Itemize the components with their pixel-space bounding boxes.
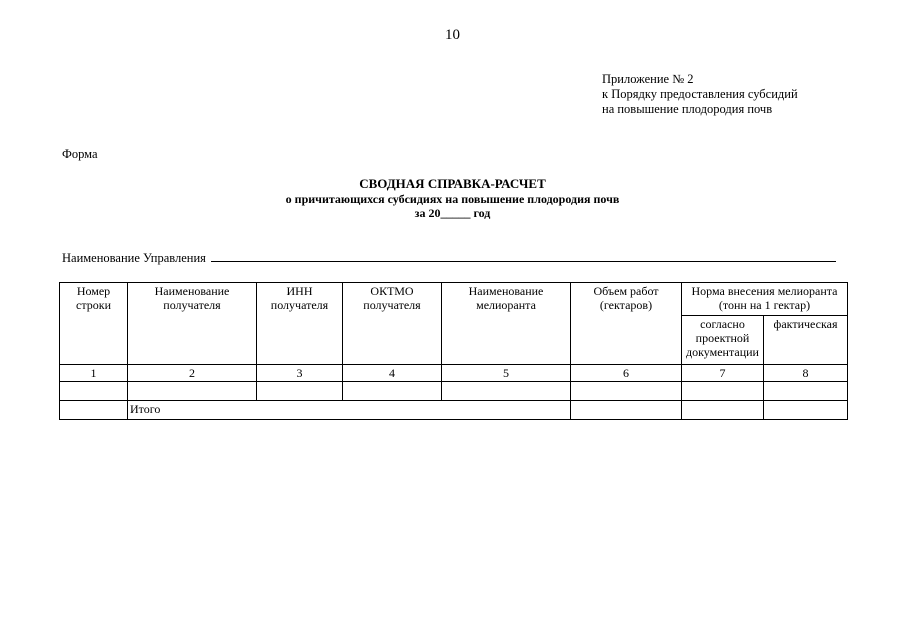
document-title: СВОДНАЯ СПРАВКА-РАСЧЕТ: [359, 176, 546, 191]
appendix-line-2: к Порядку предоставления субсидий: [602, 87, 798, 101]
table-cell: [442, 382, 571, 401]
table-cell: [571, 382, 682, 401]
document-period: за 20_____ год: [414, 206, 491, 220]
header-rate-actual: фактическая: [764, 316, 848, 365]
header-inn: ИНН получателя: [257, 283, 343, 365]
table-header-row: [60, 283, 848, 316]
table-cell: [257, 382, 343, 401]
org-name-blank: [211, 250, 836, 262]
table-cell: [60, 382, 128, 401]
table-row: [60, 382, 848, 401]
table-cell: [571, 401, 682, 420]
column-number: 4: [343, 365, 442, 382]
table-cell: [764, 401, 848, 420]
table-cell: [682, 382, 764, 401]
table-cell: [682, 401, 764, 420]
appendix-note: [602, 72, 798, 117]
column-number: 1: [60, 365, 128, 382]
column-number: 6: [571, 365, 682, 382]
calculation-table: [59, 282, 848, 420]
header-application-rate: Норма внесения мелиоранта (тонн на 1 гектар): [682, 283, 848, 316]
header-oktmo: ОКТМО получателя: [343, 283, 442, 365]
header-rate-project: согласно проектной документации: [682, 316, 764, 365]
header-work-volume: Объем работ (гектаров): [571, 283, 682, 365]
appendix-line-3: на повышение плодородия почв: [602, 102, 773, 116]
org-name-line: [62, 250, 836, 266]
table-column-numbers-row: [60, 365, 848, 382]
table-cell: [343, 382, 442, 401]
column-number: 3: [257, 365, 343, 382]
header-meliorant-name: Наименование мелиоранта: [442, 283, 571, 365]
column-number: 7: [682, 365, 764, 382]
column-number: 8: [764, 365, 848, 382]
column-number: 5: [442, 365, 571, 382]
header-row-number: Номер строки: [60, 283, 128, 365]
page-number: 10: [445, 27, 460, 43]
total-label: Итого: [128, 401, 571, 420]
header-recipient-name: Наименование получателя: [128, 283, 257, 365]
org-name-label: Наименование Управления: [62, 251, 206, 265]
column-number: 2: [128, 365, 257, 382]
table-total-row: [60, 401, 848, 420]
table-cell: [60, 401, 128, 420]
document-subtitle: о причитающихся субсидиях на повышение плодородия почв: [285, 192, 620, 206]
form-label: Форма: [62, 147, 98, 161]
title-block: [0, 176, 905, 220]
appendix-line-1: Приложение № 2: [602, 72, 694, 86]
table-cell: [764, 382, 848, 401]
table-cell: [128, 382, 257, 401]
